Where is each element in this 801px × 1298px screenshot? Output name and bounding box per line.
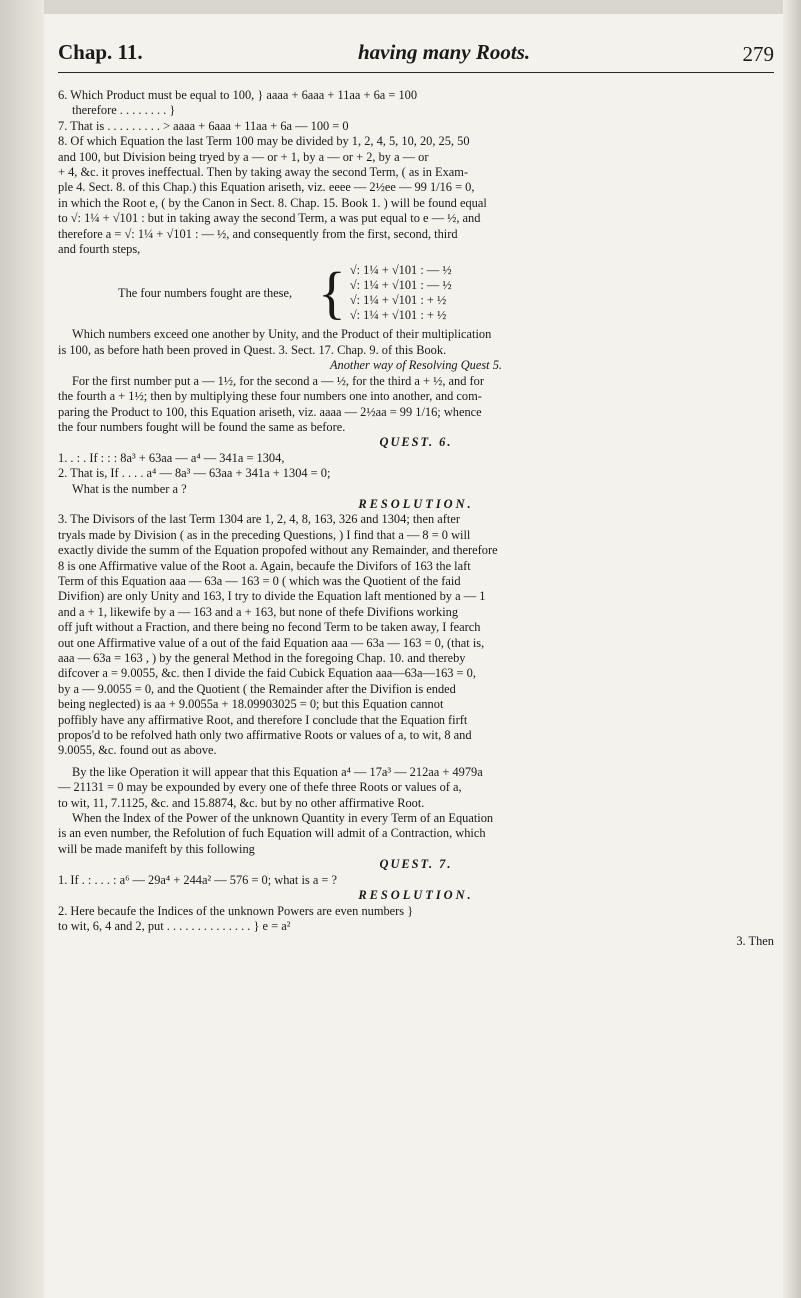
number-row: √: 1¼ + √101 : — ½ (349, 278, 452, 293)
brace-glyph: { (318, 260, 346, 326)
text-line: the fourth a + 1½; then by multiplying these four numbers one into another, and com- (58, 389, 482, 404)
page-body (58, 88, 774, 950)
text-line: 6. Which Product must be equal to 100, } aaaa + 6aaa + 11aa + 6a = 100 (58, 88, 418, 102)
number-row: √: 1¼ + √101 : + ½ (349, 293, 447, 308)
text-line: What is the number a ? (72, 481, 187, 496)
question-heading: QUEST. 6. (379, 435, 453, 450)
scan-top-edge (0, 0, 801, 14)
text-line: propos'd to be refolved hath only two affirmative Roots or values of a, to wit, 8 and (58, 728, 472, 743)
header-rule (58, 72, 774, 73)
text-line: 2. That is, If . . . . a⁴ — 8a³ — 63aa + 341a + 1304 = 0; (58, 466, 331, 481)
text-line: the four numbers fought will be found the same as before. (58, 419, 346, 434)
text-line: 8 is one Affirmative value of the Root a. Again, becaufe the Divifors of 163 the laft (58, 558, 471, 573)
text-line: to √: 1¼ + √101 : but in taking away the second Term, a was put equal to e — ½, and (58, 211, 481, 226)
text-line: By the like Operation it will appear that this Equation a⁴ — 17a³ — 212aa + 4979a (72, 764, 483, 779)
four-numbers-list (350, 263, 452, 323)
text-line: ple 4. Sect. 8. of this Chap.) this Equation ariseth, viz. eeee — 2½ee — 99 1/16 = 0, (58, 180, 475, 195)
text-line: 8. Of which Equation the last Term 100 may be divided by 1, 2, 4, 5, 10, 20, 25, 50 (58, 134, 470, 149)
section-heading: Another way of Resolving Quest 5. (329, 358, 503, 373)
number-row: √: 1¼ + √101 : + ½ (349, 308, 447, 323)
text-line: is an even number, the Refolution of fuch Equation will admit of a Contraction, which (58, 826, 486, 841)
text-line: and fourth steps, (58, 242, 141, 257)
text-line: Term of this Equation aaa — 63a — 163 = 0 ( which was the Quotient of the faid (58, 573, 461, 588)
text-line: 1. If . : . . . : a⁶ — 29a⁴ + 244a² — 576 = 0; what is a = ? (58, 872, 338, 887)
text-line: and a + 1, likewife by a — 163 and a + 163, but none of thefe Divifions working (58, 604, 459, 619)
text-line: tryals made by Division ( as in the preceding Questions, ) I find that a — 8 = 0 will (58, 527, 471, 542)
text-line: aaa — 63a = 163 , ) by the general Method in the foregoing Chap. 10. and thereby (58, 651, 466, 665)
text-line: Which numbers exceed one another by Unity, and the Product of their multiplication (72, 327, 492, 342)
text-line: + 4, &c. it proves ineffectual. Then by taking away the second Term, ( as in Exam- (58, 165, 469, 180)
resolution-heading: RESOLUTION. (358, 888, 474, 903)
text-line: difcover a = 9.0055, &c. then I divide the faid Cubick Equation aaa—63a—163 = 0, (58, 666, 476, 681)
text-line: therefore . . . . . . . . } (72, 103, 176, 118)
text-line: to wit, 6, 4 and 2, put . . . . . . . . . . . . . . } e = a² (58, 918, 291, 933)
text-line: and 100, but Division being tryed by a — or + 1, by a — or + 2, by a — or (58, 149, 429, 164)
text-line: exactly divide the summ of the Equation propofed without any Remainder, and therefore (58, 543, 498, 558)
text-line: will be made manifeft by this following (58, 841, 255, 856)
text-line: 1. . : . If : : : 8a³ + 63aa — a⁴ — 341a = 1304, (58, 450, 285, 465)
text-line: poffibly have any affirmative Root, and therefore I conclude that the Equation firft (58, 712, 468, 727)
text-line: 9.0055, &c. found out as above. (58, 743, 217, 758)
text-line: For the first number put a — 1½, for the second a — ½, for the third a + ½, and for (72, 373, 484, 388)
resolution-heading: RESOLUTION. (358, 496, 474, 511)
text-line: Divifion) are only Unity and 163, I try to divide the Equation laft mentioned by a — 1 (58, 589, 486, 604)
question-heading: QUEST. 7. (379, 857, 453, 872)
text-line: — 21131 = 0 may be expounded by every one of thefe three Roots or values of a, (58, 780, 462, 795)
running-header (58, 40, 774, 80)
catchword: 3. Then (736, 934, 774, 949)
text-line: When the Index of the Power of the unknown Quantity in every Term of an Equation (72, 811, 494, 826)
text-line: to wit, 11, 7.1125, &c. and 15.8874, &c. but by no other affirmative Root. (58, 795, 425, 810)
page-number: 279 (742, 42, 774, 66)
text-line: 3. The Divisors of the last Term 1304 are 1, 2, 4, 8, 163, 326 and 1304; then after (58, 512, 460, 527)
text-line: off juft without a Fraction, and there being no fecond Term to be taken away, I fearch (58, 620, 481, 635)
chapter-label: Chap. 11. (58, 40, 143, 64)
text-line: in which the Root e, ( by the Canon in Sect. 8. Chap. 15. Book 1. ) will be found equal (58, 195, 487, 210)
text-line: by a — 9.0055 = 0, and the Quotient ( the Remainder after the Divifion is ended (58, 681, 456, 696)
running-title: having many Roots. (358, 40, 531, 64)
text-line: 2. Here becaufe the Indices of the unknown Powers are even numbers } (58, 903, 414, 918)
four-numbers-label: The four numbers fought are these, (118, 285, 293, 300)
scan-right-edge (783, 0, 801, 1298)
scan-binding-edge (0, 0, 44, 1298)
text-line: therefore a = √: 1¼ + √101 : — ½, and consequently from the first, second, third (58, 226, 458, 241)
text-line: is 100, as before hath been proved in Quest. 3. Sect. 17. Chap. 9. of this Book. (58, 342, 447, 357)
number-row: √: 1¼ + √101 : — ½ (349, 263, 452, 278)
text-line: out one Affirmative value of a out of the faid Equation aaa — 63a — 163 = 0, (that is, (58, 635, 485, 650)
text-line: 7. That is . . . . . . . . . > aaaa + 6aaa + 11aa + 6a — 100 = 0 (58, 118, 349, 133)
text-line: paring the Product to 100, this Equation ariseth, viz. aaaa — 2½aa = 99 1/16; whence (58, 404, 482, 419)
four-numbers-block (118, 260, 774, 326)
text-line: being neglected) is aa + 9.0055a + 18.09903025 = 0; but this Equation cannot (58, 697, 444, 712)
